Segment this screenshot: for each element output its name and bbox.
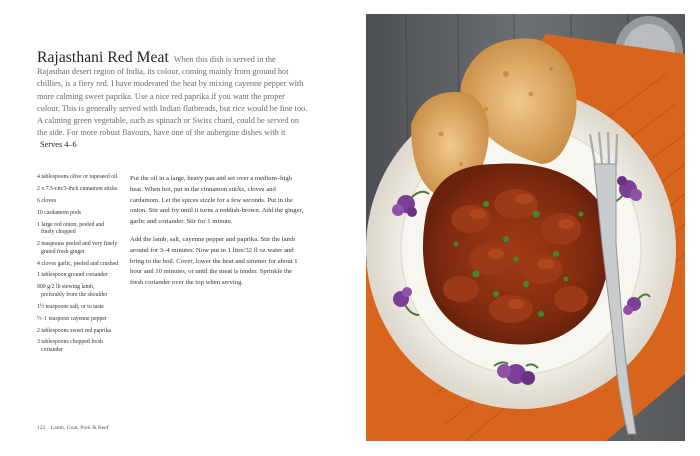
ingredient-item: 1 tablespoon ground coriander (37, 272, 108, 279)
ingredient-item: 10 cardamom pods (37, 209, 82, 216)
ingredient-item: 4 tablespoons olive or rapeseed oil (37, 174, 118, 180)
ingredient-item: ½–1 teaspoon cayenne pepper (37, 315, 107, 322)
ingredient-item: 1 large red onion, peeled and finely chopped (37, 221, 105, 236)
ingredient-item: 1½ teaspoons salt, or to taste (37, 303, 104, 310)
ingredient-item: 2 teaspoons peeled and very finely grated fresh ginger (37, 241, 118, 255)
ingredient-item: 2 tablespoons sweet red paprika (37, 327, 112, 334)
page-footer (37, 425, 109, 431)
ingredient-item: 3 tablespoons chopped fresh coriander (37, 339, 103, 354)
intro-text: When this dish is served in the Rajasthan desert region of India, its colour, coming mainly from ground hot chillies, is a fiery red. I have moderated the heat by mixing cayenne pepper with more calming sweet paprika. Use a nice red paprika if you want the proper colour. This is generally served with Indian flatbreads, but rice would be fine too. A calming green vegetable, such as spinach or Swiss chard, could be served on the side. For more robust flavours, have one of the aubergine dishes with it (37, 55, 308, 138)
ingredient-item: 2 x 7.5-cm/3-inch cinnamon sticks (37, 185, 118, 192)
method-step: Put the oil in a large, heavy pan and set over a medium–high heat. When hot, put in the cinnamon sticks, cloves and cardamom. Let the spices sizzle for a few seconds. Put in the onion. Stir and fry until it turns a reddish-brown. Add the ginger, garlic and coriander. Stir for 1 minute. (130, 175, 304, 226)
ingredient-item: 6 cloves (37, 197, 57, 204)
ingredient-item: 900 g/2 lb stewing lamb, preferably from the shoulder (37, 284, 108, 298)
method-section (130, 174, 304, 296)
section-name: Lamb, Goat, Pork & Beef (50, 425, 109, 431)
ingredients-list (37, 174, 119, 359)
dish-photo (366, 14, 685, 441)
page-number: 122 (37, 425, 46, 431)
serves-label: Serves 4–6 (40, 140, 77, 150)
recipe-title: Rajasthani Red Meat (37, 49, 169, 66)
method-step: Add the lamb, salt, cayenne pepper and paprika. Stir the lamb around for 3–4 minutes. Now put in 1 litre/32 fl oz water and bring to the boil. Cover, lower the heat and simmer for about 1 hour and 10 minutes, or until the meat is tender. Sprinkle the fresh coriander over the top when serving. (130, 235, 298, 287)
recipe-intro (37, 49, 309, 152)
ingredient-item: 4 cloves garlic, peeled and crushed (37, 260, 119, 267)
dish-photo-illustration (366, 14, 685, 441)
